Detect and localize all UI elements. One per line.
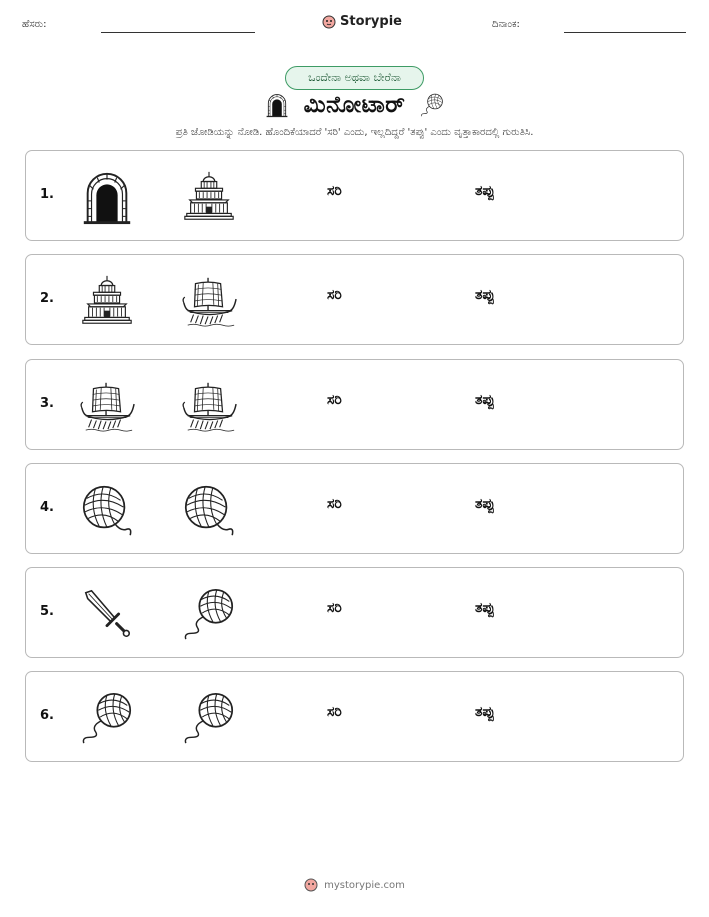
- option-wrong[interactable]: ತಪ್ಪು: [475, 496, 495, 512]
- option-wrong[interactable]: ತಪ್ಪು: [475, 287, 495, 303]
- option-correct[interactable]: ಸರಿ: [327, 600, 342, 616]
- question-number: 5.: [40, 604, 54, 619]
- sword-icon: [78, 585, 136, 643]
- question-number: 6.: [40, 708, 54, 723]
- option-correct[interactable]: ಸರಿ: [327, 392, 342, 408]
- option-correct[interactable]: ಸರಿ: [327, 496, 342, 512]
- date-field-line[interactable]: [564, 32, 686, 33]
- name-field-line[interactable]: [101, 32, 255, 33]
- storypie-logo-icon: [322, 15, 336, 29]
- yarn-thread-icon: [180, 689, 238, 747]
- yarn-thread-icon: [180, 585, 238, 643]
- option-correct[interactable]: ಸರಿ: [327, 183, 342, 199]
- date-label: ದಿನಾಂಕ:: [492, 19, 520, 30]
- question-number: 2.: [40, 291, 54, 306]
- brand-name: Storypie: [340, 14, 402, 29]
- footer: [0, 878, 709, 892]
- question-number: 1.: [40, 187, 54, 202]
- yarn-ball-icon: [78, 481, 136, 539]
- question-row: [25, 463, 684, 554]
- ship-icon: [180, 272, 238, 330]
- arch-icon: [78, 168, 136, 226]
- question-number: 3.: [40, 396, 54, 411]
- option-correct[interactable]: ಸರಿ: [327, 287, 342, 303]
- option-correct[interactable]: ಸರಿ: [327, 704, 342, 720]
- question-number: 4.: [40, 500, 54, 515]
- footer-url: mystorypie.com: [324, 879, 405, 891]
- question-row: [25, 359, 684, 450]
- arch-icon: [264, 92, 290, 118]
- ship-icon: [78, 377, 136, 435]
- page-title: ಮಿನೋಟಾರ್: [303, 92, 406, 118]
- question-row: [25, 150, 684, 241]
- option-wrong[interactable]: ತಪ್ಪು: [475, 704, 495, 720]
- yarn-thread-icon: [78, 689, 136, 747]
- option-wrong[interactable]: ತಪ್ಪು: [475, 600, 495, 616]
- storypie-logo-icon: [304, 878, 318, 892]
- temple-icon: [78, 272, 136, 330]
- category-badge: ಒಂದೇನಾ ಅಥವಾ ಬೇರೆನಾ: [285, 66, 424, 90]
- yarn-ball-icon: [180, 481, 238, 539]
- question-row: [25, 254, 684, 345]
- question-row: [25, 567, 684, 658]
- option-wrong[interactable]: ತಪ್ಪು: [475, 392, 495, 408]
- title-row: [0, 90, 709, 120]
- question-row: [25, 671, 684, 762]
- worksheet-header: [0, 14, 709, 38]
- option-wrong[interactable]: ತಪ್ಪು: [475, 183, 495, 199]
- yarn-thread-icon: [419, 92, 445, 118]
- ship-icon: [180, 377, 238, 435]
- temple-icon: [180, 168, 238, 226]
- name-label: ಹೆಸರು:: [22, 19, 47, 30]
- instructions: ಪ್ರತಿ ಜೋಡಿಯನ್ನು ನೋಡಿ. ಹೊಂದಿಕೆಯಾದರೆ 'ಸರಿ' ಎಂದು, ಇಲ್ಲದಿದ್ದರೆ 'ತಪ್ಪು' ಎಂದು ವೃತ್ತಾಕಾರದಲ್ಲಿ ಗುರುತಿಸಿ.: [175, 127, 534, 138]
- brand: [322, 14, 402, 29]
